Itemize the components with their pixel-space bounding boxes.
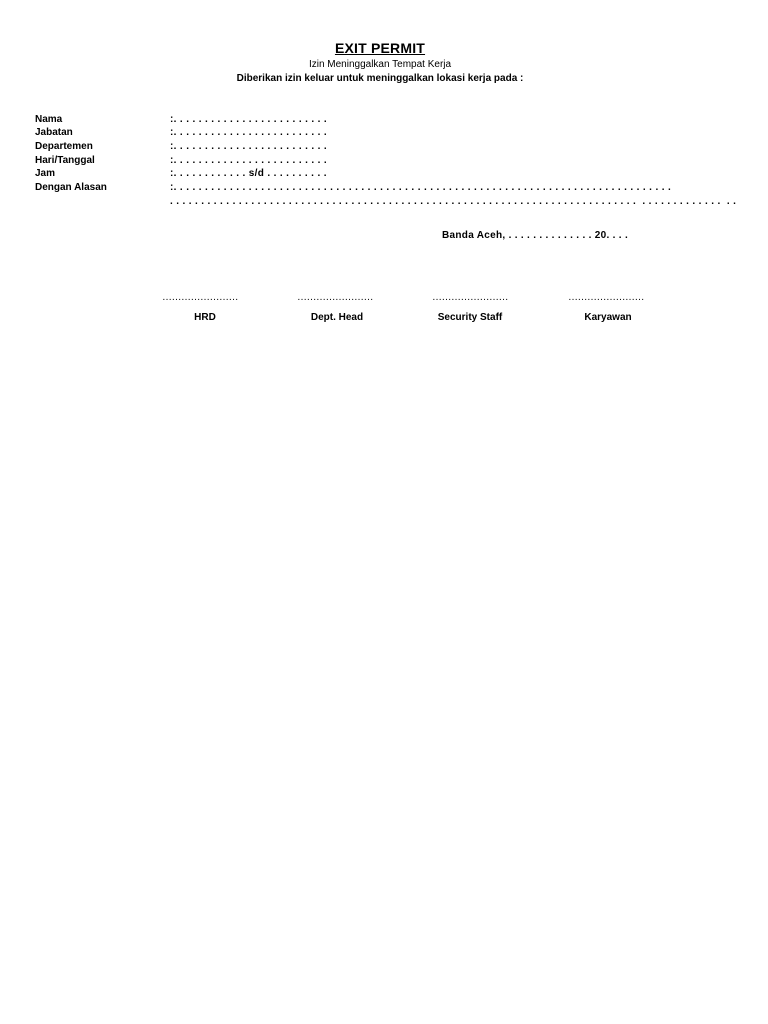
signature-role-dept-head: Dept. Head — [310, 312, 364, 323]
place-date-line: Banda Aceh, . . . . . . . . . . . . . . 20. . . . — [442, 230, 629, 241]
document-title: EXIT PERMIT — [334, 40, 426, 56]
signature-line-hrd: …………………… — [162, 292, 238, 303]
field-label-nama: Nama — [35, 114, 63, 125]
signature-line-security-staff: …………………… — [432, 292, 508, 303]
field-label-jam: Jam — [35, 168, 56, 179]
document-subtitle: Izin Meninggalkan Tempat Kerja — [308, 59, 452, 70]
field-value-dengan-alasan: :. . . . . . . . . . . . . . . . . . . . . . . . . . . . . . . . . . . . . . . . . . . . . . . . . . . . . . . . . . . . . . . . . . . . . . . . . . . . . . . . — [170, 182, 672, 193]
field-label-dengan-alasan: Dengan Alasan — [35, 182, 107, 193]
field-value-jam: :. . . . . . . . . . . . s/d . . . . . . . . . . — [170, 168, 327, 179]
field-label-hari-tanggal: Hari/Tanggal — [35, 155, 95, 166]
field-value-nama: :. . . . . . . . . . . . . . . . . . . . . . . . . — [170, 114, 327, 125]
signature-line-dept-head: …………………… — [297, 292, 373, 303]
field-label-jabatan: Jabatan — [35, 127, 73, 138]
signature-role-security-staff: Security Staff — [437, 312, 503, 323]
field-value-hari-tanggal: :. . . . . . . . . . . . . . . . . . . . . . . . . — [170, 155, 327, 166]
signature-role-hrd: HRD — [194, 312, 216, 323]
field-value-reason-continuation: . . . . . . . . . . . . . . . . . . . . . . . . . . . . . . . . . . . . . . . . . . . . . . . . . . . . . . . . . . . . . . . . . . . . . . . . . . . . . . . . . . . . . . . . . . — [170, 196, 737, 207]
field-value-jabatan: :. . . . . . . . . . . . . . . . . . . . . . . . . — [170, 127, 327, 138]
signature-role-karyawan: Karyawan — [584, 312, 632, 323]
document-intro: Diberikan izin keluar untuk meninggalkan lokasi kerja pada : — [236, 73, 524, 84]
field-label-departemen: Departemen — [35, 141, 93, 152]
field-value-departemen: :. . . . . . . . . . . . . . . . . . . . . . . . . — [170, 141, 327, 152]
signature-line-karyawan: …………………… — [568, 292, 644, 303]
